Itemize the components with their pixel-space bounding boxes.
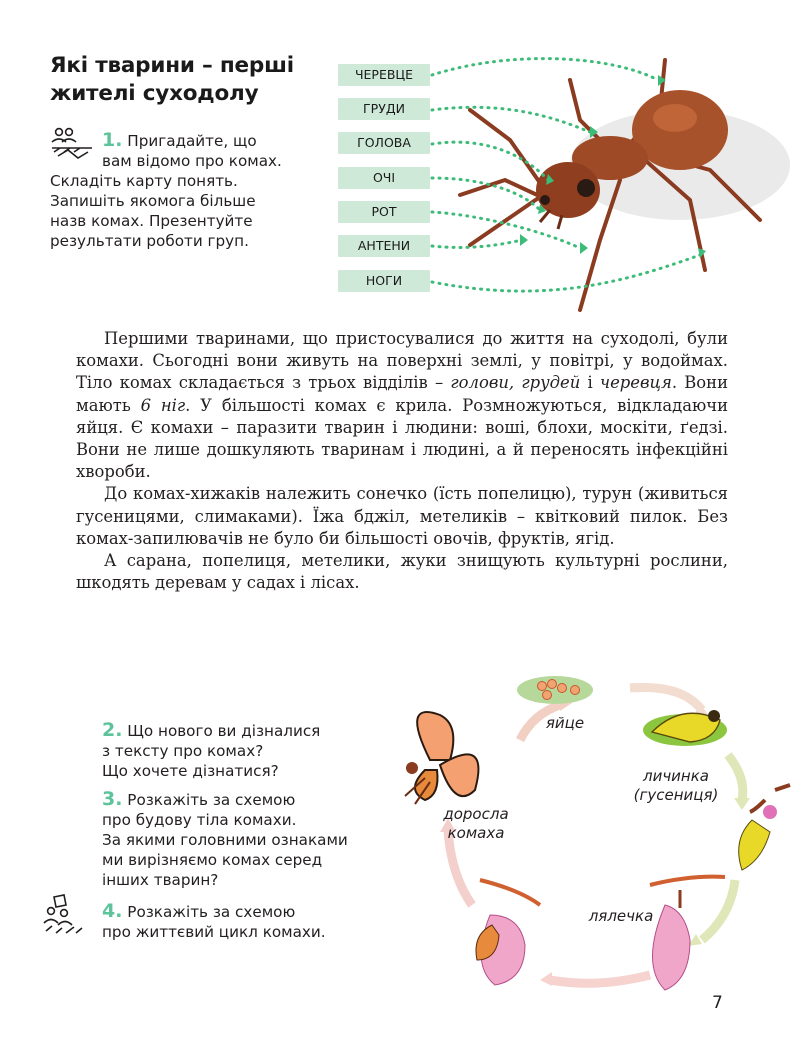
stage-pupa: лялечка [588, 907, 654, 925]
butterfly-illustration [405, 712, 478, 804]
paragraph-1: Першими тваринами, що пристосувалися до життя на суходолі, були комахи. Сьогодні вони живуть на поверхні землі, у повітрі, у водоймах. Тіло комах складається з трьох відділів – голови, грудей і черевця. Вони мають 6 ніг. У більшості комах є крила. Розмножуються, відкладаючи яйця. Є комахи – паразити тварин і людини: воші, блохи, москіти, ґедзі. Вони не лише дошкуляють тваринам і людині, а й переносять інфекційні хвороби. [76, 329, 728, 482]
task-1-line: Складіть карту понять. [50, 172, 238, 190]
paragraph-3: А сарана, попелиця, метелики, жуки знищують культурні рослини, шкодять деревам у садах і лісах. [76, 551, 728, 593]
task-1-line: Пригадайте, що [127, 132, 257, 150]
task-2-number: 2. [102, 719, 123, 741]
task-3-number: 3. [102, 788, 123, 810]
page-title: Які тварини – перші жителі суходолу [50, 53, 294, 106]
term-head: голови, [450, 373, 515, 393]
term-thorax: грудей [521, 373, 581, 393]
task-4: 4. Розкажіть за схемою про життєвий цикл комахи. [102, 900, 326, 941]
main-text [76, 328, 728, 594]
emerging-adult-illustration [476, 880, 540, 985]
task-3: 3. Розкажіть за схемою про будову тіла комахи. За якими головними ознаками ми вирізняємо комах серед інших тварин? [102, 788, 348, 889]
task-4-number: 4. [102, 900, 123, 922]
page-number: 7 [712, 993, 723, 1013]
stage-larva: личинка (гусениця) [633, 767, 719, 804]
term-legs: 6 ніг [140, 395, 186, 415]
task-1-line: Запишіть якомога більше [50, 192, 256, 210]
task-1 [50, 130, 320, 251]
label-eyes: ОЧІ [338, 167, 430, 189]
task-1-line: вам відомо про комах. [102, 152, 282, 170]
task-2: 2. Що нового ви дізналися з тексту про комах? Що хочете дізнатися? [102, 719, 321, 780]
task-1-line: результати роботи груп. [50, 232, 249, 250]
label-antennae: АНТЕНИ [338, 235, 430, 257]
larva-illustration [643, 710, 727, 746]
label-thorax: ГРУДИ [338, 98, 430, 120]
label-abdomen: ЧЕРЕВЦЕ [338, 64, 430, 86]
label-legs: НОГИ [338, 270, 430, 292]
pair-work-icon [42, 893, 92, 937]
egg-illustration [517, 676, 593, 704]
stage-egg: яйце [545, 714, 585, 732]
task-1-number: 1. [102, 129, 123, 151]
label-head: ГОЛОВА [338, 132, 430, 154]
term-abdomen: черевця [599, 373, 672, 393]
stage-adult: доросла комаха [443, 805, 509, 842]
task-1-line: назв комах. Презентуйте [50, 212, 253, 230]
label-connectors [430, 40, 730, 310]
paragraph-2: До комах-хижаків належить сонечко (їсть попелицю), турун (живиться гусеницями, слимаками). Їжа бджіл, метеликів – квітковий пилок. Без комах-запилювачів не було би більшості овочів, фруктів, ягід. [76, 484, 728, 548]
label-mouth: РОТ [338, 201, 430, 223]
